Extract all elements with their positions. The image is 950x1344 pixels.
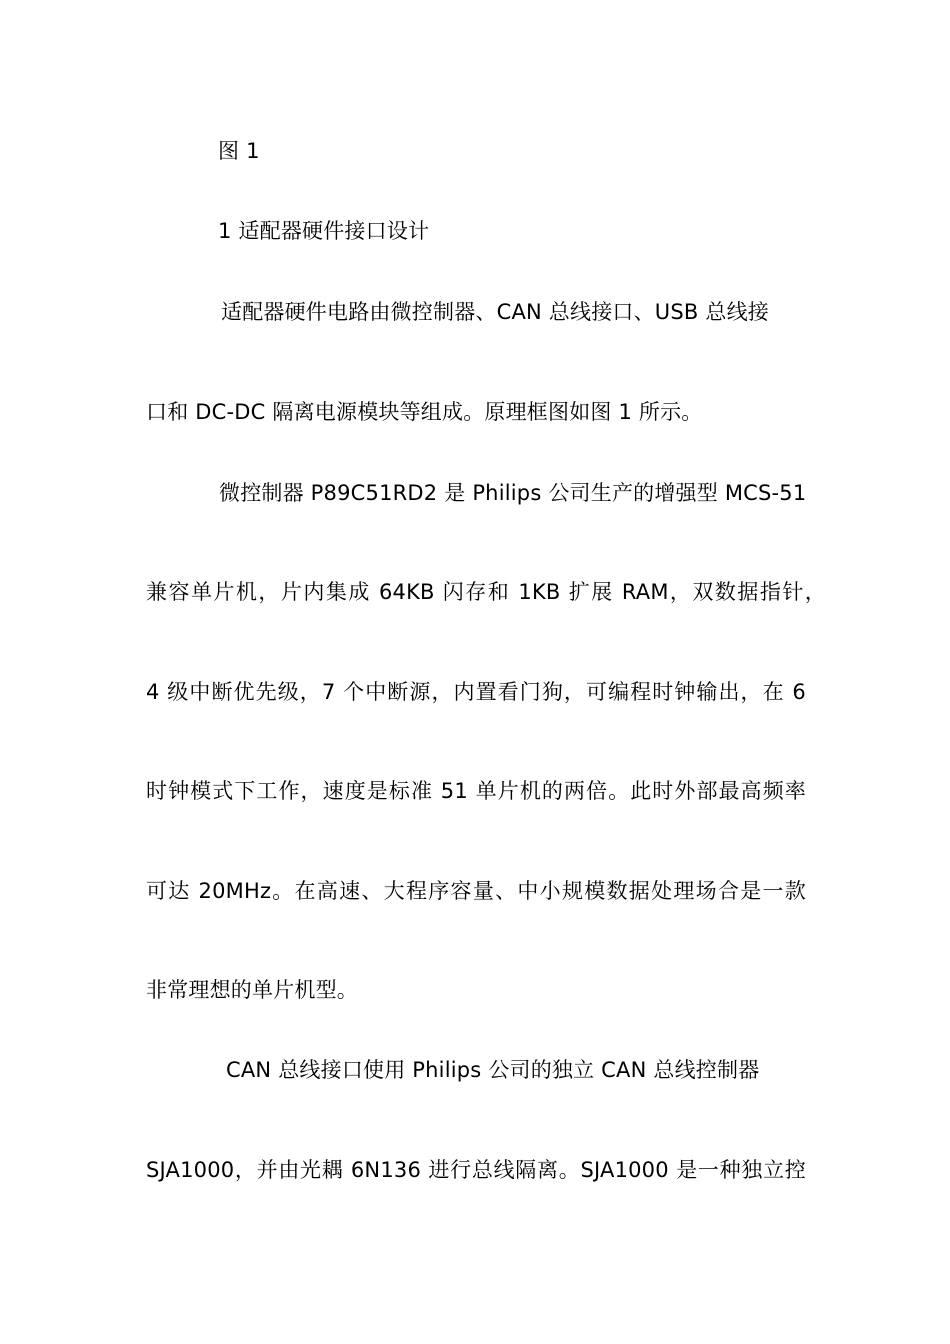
paragraph-1-line-2: 口和 DC-DC 隔离电源模块等组成。原理框图如图 1 所示。 — [146, 400, 703, 424]
paragraph-2-line-5: 可达 20MHz。在高速、大程序容量、中小规模数据处理场合是一款 — [146, 879, 806, 903]
section-heading: 1 适配器硬件接口设计 — [218, 219, 430, 243]
paragraph-3-line-1: CAN 总线接口使用 Philips 公司的独立 CAN 总线控制器 — [226, 1058, 760, 1082]
paragraph-3-line-2: SJA1000，并由光耦 6N136 进行总线隔离。SJA1000 是一种独立控 — [146, 1158, 806, 1182]
paragraph-2-line-2: 兼容单片机，片内集成 64KB 闪存和 1KB 扩展 RAM，双数据指针， — [146, 580, 826, 604]
paragraph-2-line-6: 非常理想的单片机型。 — [146, 978, 358, 1002]
paragraph-2-line-1: 微控制器 P89C51RD2 是 Philips 公司生产的增强型 MCS-51 — [219, 481, 807, 505]
paragraph-1-line-1: 适配器硬件电路由微控制器、CAN 总线接口、USB 总线接 — [221, 300, 769, 324]
paragraph-2-line-3: 4 级中断优先级，7 个中断源，内置看门狗，可编程时钟输出，在 6 — [146, 680, 806, 704]
paragraph-2-line-4: 时钟模式下工作，速度是标准 51 单片机的两倍。此时外部最高频率 — [146, 779, 806, 803]
figure-label: 图 1 — [218, 139, 260, 163]
